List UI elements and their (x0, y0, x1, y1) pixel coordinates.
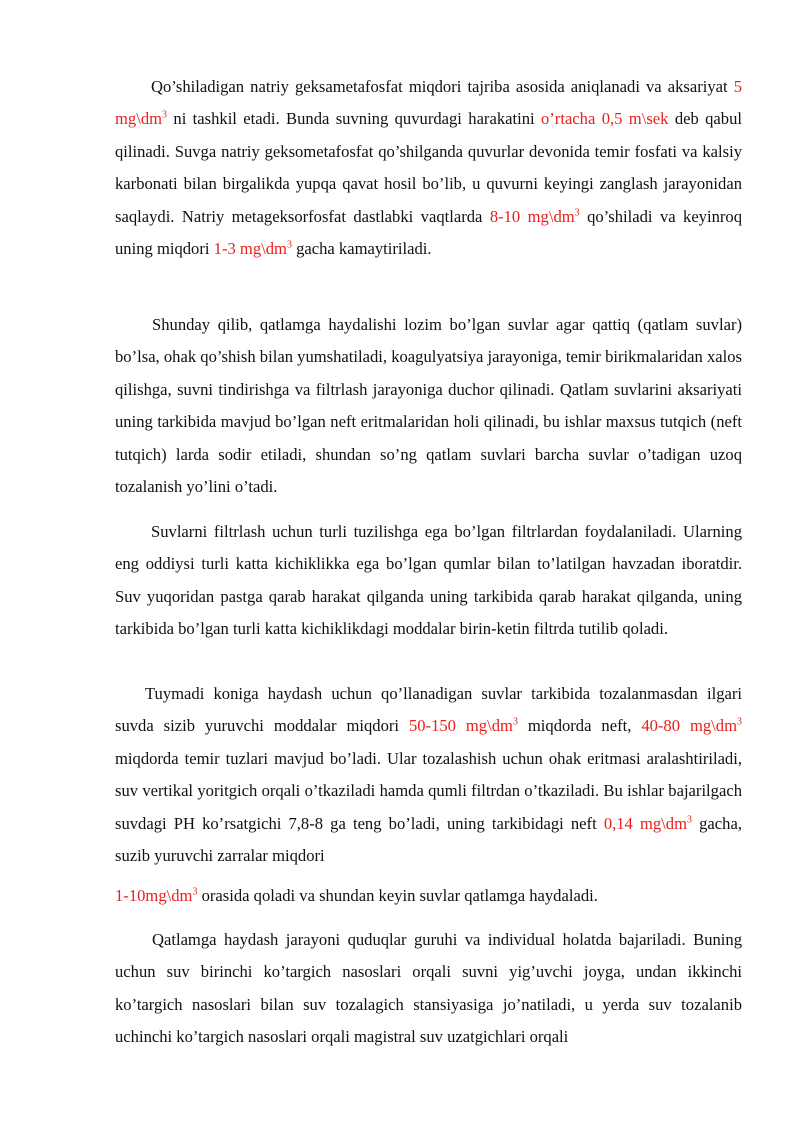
superscript: 3 (512, 716, 518, 728)
value-text: 1-3 mg\dm (213, 239, 287, 259)
highlighted-value (115, 886, 197, 905)
highlighted-value (641, 716, 742, 735)
paragraph-water-softening: Shunday qilib, qatlamga haydalishi lozim bo’lgan suvlar agar qattiq (qatlam suvlar) bo’lsa, ohak qo’shish bilan yumshatiladi, koagulyatsiya jarayoniga, temir birikmalaridan xalos qilishga, suvni tindirishga va filtrlash jarayoniga duchor qilinadi. Qatlam suvlarini aksariyati uning tarkibida mavjud bo’lgan neft eritmalaridan holi qilinadi, bu ishlar maxsus tutqich (neft tutqich) larda sodir etiladi, shundan so’ng qatlam suvlari barcha suvlar o’tadigan uzoq tozalanish yo’lini o’tadi. (115, 315, 742, 497)
paragraph-tuymadi-field (115, 678, 742, 872)
text-run: miqdorda temir tuzlari mavjud bo’ladi. Ular tozalashish uchun ohak eritmasi aralashtiriladi, suv vertikal yoritgich orqali o’tkaziladi hamda qumli filtrdan o’tkaziladi. Bu ishlar bajarilgach suvdagi PH ko’rsatgichi 7,8-8 ga teng bo’ladi, uning tarkibidagi neft (115, 748, 742, 833)
superscript: 3 (162, 109, 168, 121)
text-run: gacha kamaytiriladi. (291, 239, 432, 259)
text-run: orasida qoladi va shundan keyin suvlar qatlamga haydaladi. (197, 886, 598, 905)
superscript: 3 (192, 886, 198, 898)
value-text: 50-150 mg\dm (408, 716, 513, 736)
highlighted-value: o’rtacha 0,5 m\sek (540, 109, 669, 129)
paragraph-filtration: Suvlarni filtrlash uchun turli tuzilishga ega bo’lgan filtrlardan foydalaniladi. Ularning eng oddiysi turli katta kichiklikka ega bo’lgan qumlar bilan to’latilgan havzadan iboratdir. Suv yuqoridan pastga qarab harakat qilganda uning tarkibida qarab harakat qilganda, uning tarkibida bo’lgan turli katta kichiklikdagi moddalar birin-ketin filtrda tutilib qoladi. (115, 522, 742, 639)
paragraph-sodium-hexametaphosphate (115, 71, 742, 265)
value-text: 40-80 mg\dm (641, 716, 737, 736)
text-run: Tuymadi koniga haydash uchun qo’llanadigan suvlar tarkibida tozalanmasdan ilgari suvda sizib yuruvchi moddalar miqdori (115, 684, 742, 736)
text-run: ni tashkil etadi. Bunda suvning quvurdagi harakatini (167, 109, 541, 129)
paragraph-injection-process: Qatlamga haydash jarayoni quduqlar guruhi va individual holatda bajariladi. Buning uchun suv birinchi ko’targich nasoslari orqali suvni yig’uvchi joyga, undan ikkinchi ko’targich nasoslari bilan suv tozalagich stansiyasiga jo’natiladi, u yerda suv tozalanib uchinchi ko’targich nasoslari orqali magistral suv uzatgichlari orqali (115, 930, 742, 1047)
value-text: 5 mg\dm (115, 77, 742, 129)
highlighted-value (409, 716, 518, 735)
paragraph-particle-range (115, 880, 742, 912)
superscript: 3 (687, 814, 692, 826)
highlighted-value (214, 239, 292, 258)
superscript: 3 (286, 239, 292, 251)
text-run: gacha, suzib yuruvchi zarralar miqdori (115, 813, 742, 866)
value-text: 0,14 mg\dm (603, 813, 687, 833)
text-run: qo’shiladi va keyinroq uning miqdori (115, 206, 743, 259)
text-run: miqdorda neft, (517, 716, 642, 736)
text-run: Qo’shiladigan natriy geksametafosfat miqdori tajriba asosida aniqlanadi va aksariyat (151, 77, 734, 96)
superscript: 3 (737, 716, 742, 728)
text-run: deb qabul qilinadi. Suvga natriy geksometafosfat qo’shilganda quvurlar devonida temir fosfati va kalsiy karbonati bilan birgalikda yupqa qavat hosil bo’lib, u quvurni keyingi zanglash jarayonidan saqlaydi. Natriy metageksorfosfat dastlabki vaqtlarda (115, 109, 743, 226)
value-text: 8-10 mg\dm (489, 206, 575, 226)
highlighted-value (604, 814, 692, 833)
highlighted-value (490, 207, 580, 226)
value-text: 1-10mg\dm (115, 886, 193, 905)
superscript: 3 (574, 207, 580, 219)
